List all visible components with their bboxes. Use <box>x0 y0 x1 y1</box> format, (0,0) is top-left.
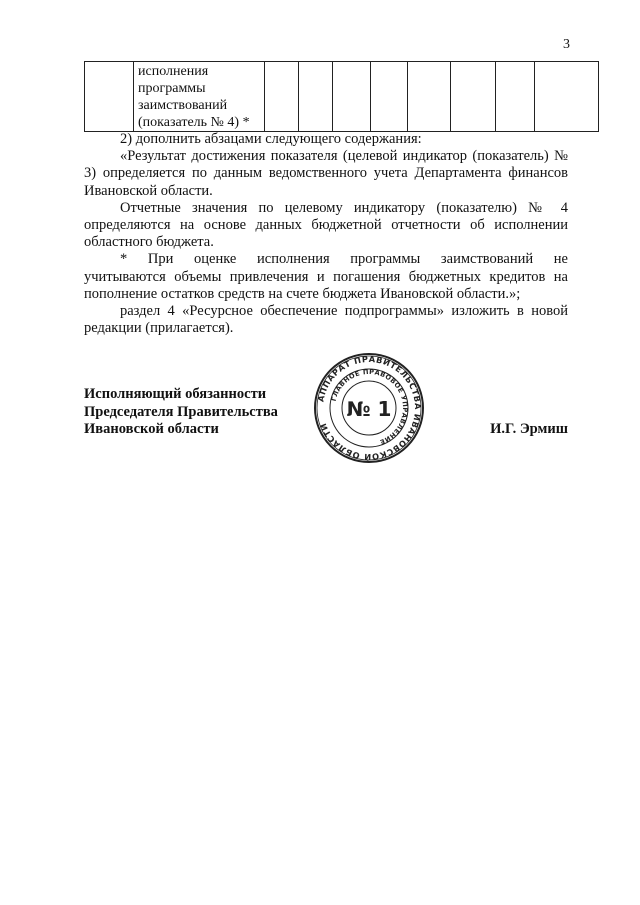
table-cell-empty <box>265 62 299 132</box>
paragraph-3: Отчетные значения по целевому индикатору (показателю) № 4 определяются на основе данных бюджетной отчетности об исполнении областного бюджета. <box>84 199 568 251</box>
document-body <box>84 131 568 337</box>
table-cell-indicator <box>134 62 265 132</box>
signatory-position-line-1: Исполняющий обязанности <box>84 386 267 402</box>
cell-line: (показатель № 4) * <box>138 115 250 130</box>
paragraph-5: раздел 4 «Ресурсное обеспечение подпрограммы» изложить в новой редакции (прилагается). <box>84 303 568 337</box>
paragraph-2: «Результат достижения показателя (целевой индикатор (показатель) № 3) определяется по данным ведомственного учета Департамента финансов Ивановской области. <box>84 148 568 199</box>
paragraph-1: 2) дополнить абзацами следующего содержания: <box>120 131 422 147</box>
signature-block <box>84 386 278 439</box>
cell-line: исполнения <box>138 64 209 79</box>
continuation-table <box>84 61 599 132</box>
signatory-position-line-2: Председателя Правительства <box>84 403 278 420</box>
table-cell-empty <box>333 62 371 132</box>
stamp-inner-text: ГЛАВНОЕ ПРАВОВОЕ УПРАВЛЕНИЕ <box>329 367 410 447</box>
table-row <box>85 62 599 132</box>
page-number: 3 <box>563 37 570 52</box>
signatory-position-line-3: Ивановской области <box>84 421 219 437</box>
signatory-name: И.Г. Эрмиш <box>490 421 568 437</box>
table-cell-empty <box>85 62 134 132</box>
stamp-outer-text: АППАРАТ ПРАВИТЕЛЬСТВА ИВАНОВСКОЙ ОБЛАСТИ <box>315 353 424 463</box>
cell-line: программы <box>138 81 206 96</box>
official-stamp <box>313 352 425 464</box>
stamp-number: № 1 <box>346 397 392 421</box>
table-cell-empty <box>451 62 496 132</box>
table-cell-empty <box>371 62 408 132</box>
paragraph-4-rest: учитываются объемы привлечения и погашения бюджетных кредитов на пополнение остатков средств на счете бюджета Ивановской области.»; <box>84 268 568 302</box>
cell-line: заимствований <box>138 98 228 113</box>
table-cell-empty <box>535 62 599 132</box>
paragraph-4-line-1: * При оценке исполнения программы заимствований не <box>120 251 568 268</box>
table-cell-empty <box>408 62 451 132</box>
table-cell-empty <box>496 62 535 132</box>
table-cell-empty <box>299 62 333 132</box>
